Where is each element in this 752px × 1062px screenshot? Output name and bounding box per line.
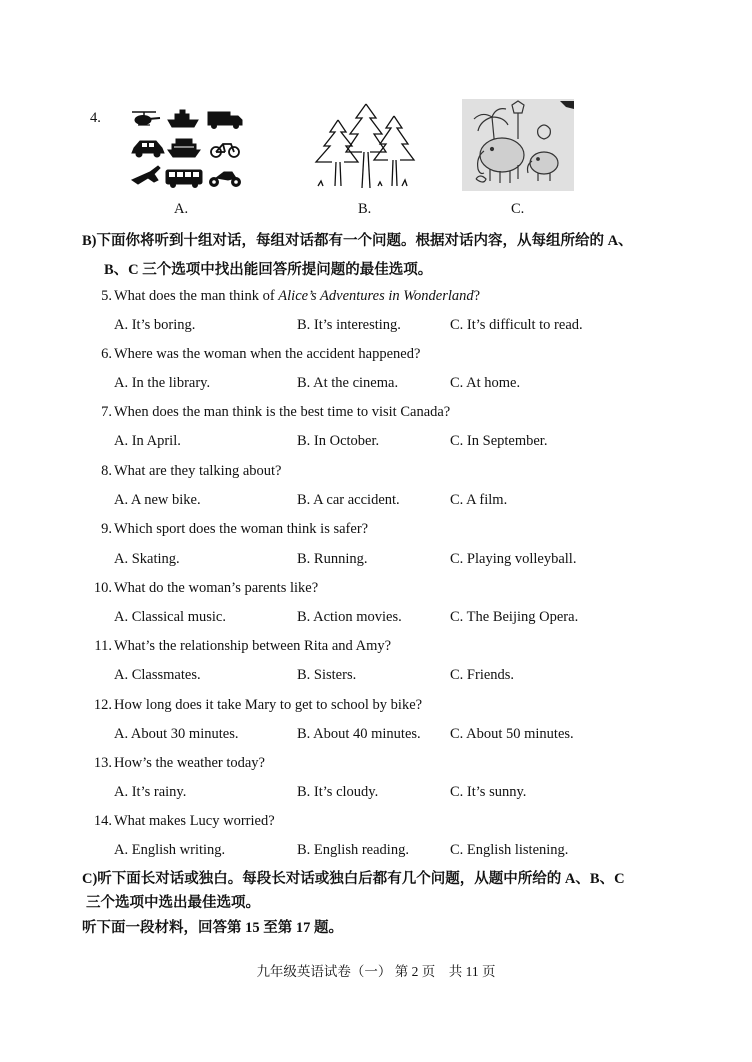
option-a: A. Classical music. [114,609,226,625]
option-a: A. A new bike. [114,492,201,508]
option-label-b: B. [358,201,372,217]
question-text: What does the man think of Alice’s Adventures in Wonderland? [114,288,481,304]
option-b: B. It’s cloudy. [297,784,379,800]
option-b: B. About 40 minutes. [297,726,421,742]
airplane-icon [132,166,160,184]
option-b: B. A car accident. [297,492,400,508]
option-a: A. Skating. [114,551,180,567]
question-text: What makes Lucy worried? [114,813,275,829]
question-number: 10. [93,580,112,596]
question-text: How long does it take Mary to get to school by bike? [114,697,423,713]
option-c: C. Playing volleyball. [450,551,577,567]
ship-icon [168,110,198,127]
option-c: C. In September. [450,433,548,449]
cruise-ship-icon [168,139,200,157]
option-b: B. Action movies. [297,609,402,625]
bicycle-icon [211,144,239,157]
question-text: When does the man think is the best time to visit Canada? [114,404,451,420]
option-b: B. In October. [297,433,380,449]
section-c-instruction-line3: 听下面一段材料，回答第 15 至第 17 题。 [82,920,343,936]
option-a: A. It’s boring. [114,317,196,333]
helicopter-icon [132,112,160,125]
question-number: 8. [101,463,112,479]
bus-icon [166,170,202,188]
question-number: 9. [101,521,112,537]
car-icon [132,141,164,157]
tree-right [374,116,414,186]
question-text: Which sport does the woman think is safer? [114,521,369,537]
question-number: 7. [101,404,112,420]
question-text: What do the woman’s parents like? [114,580,319,596]
question-4-number: 4. [90,110,101,126]
question-number: 14. [93,813,112,829]
option-a: A. In April. [114,433,181,449]
question-number: 5. [101,288,112,304]
option-b: B. It’s interesting. [297,317,401,333]
truck-icon [208,112,242,129]
elephant-drawing-picture [462,99,574,191]
section-c-instruction-line2: 三个选项中选出最佳选项。 [86,895,260,911]
option-c: C. Friends. [450,667,515,683]
option-c: C. English listening. [450,842,569,858]
question-text: How’s the weather today? [114,755,265,771]
option-b: B. Sisters. [297,667,357,683]
option-label-c: C. [511,201,525,217]
option-a: A. It’s rainy. [114,784,187,800]
question-number: 12. [93,697,112,713]
page-footer: 九年级英语试卷（一） 第 2 页 共 11 页 [256,964,496,979]
question-text: Where was the woman when the accident happened? [114,346,421,362]
question-number: 11. [94,638,112,654]
option-c: C. It’s difficult to read. [450,317,583,333]
option-c: C. It’s sunny. [450,784,527,800]
question-number: 13. [93,755,112,771]
motorcycle-icon [210,172,241,187]
option-c: C. A film. [450,492,508,508]
option-a: A. In the library. [114,375,211,391]
tree-left [316,120,358,186]
question-text: What are they talking about? [114,463,282,479]
option-b: B. English reading. [297,842,409,858]
question-text: What’s the relationship between Rita and Amy? [114,638,392,654]
option-label-a: A. [174,201,189,217]
option-a: A. English writing. [114,842,226,858]
option-a: A. About 30 minutes. [114,726,239,742]
forest-trees-picture [308,100,420,192]
section-b-instruction-line2: B、C 三个选项中找出能回答所提问题的最佳选项。 [104,262,433,278]
option-c: C. The Beijing Opera. [450,609,579,625]
section-c-instruction-line1: C)听下面长对话或独白。每段长对话或独白后都有几个问题，从题中所给的 A、B、C [82,871,625,887]
option-b: B. At the cinema. [297,375,399,391]
option-b: B. Running. [297,551,368,567]
question-number: 6. [101,346,112,362]
transport-icons-picture [128,108,246,190]
option-c: C. About 50 minutes. [450,726,574,742]
section-b-instruction-line1: B)下面你将听到十组对话，每组对话都有一个问题。根据对话内容，从每组所给的 A、 [82,233,633,249]
option-c: C. At home. [450,375,521,391]
option-a: A. Classmates. [114,667,201,683]
